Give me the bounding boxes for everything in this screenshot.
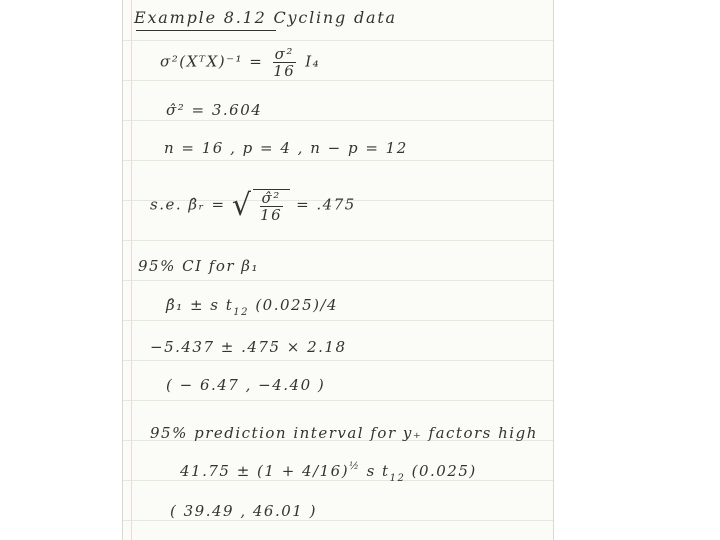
pi-formula-tail: (0.025)	[411, 462, 477, 480]
fraction-numerator: σ²	[274, 45, 294, 63]
ruled-line	[123, 320, 553, 321]
pi-formula-subscript: 12	[389, 473, 406, 484]
radical-sign: √	[231, 188, 253, 223]
ruled-line	[123, 80, 553, 81]
ruled-line	[123, 40, 553, 41]
pi-formula-exponent: ½	[349, 461, 361, 472]
title-underline	[136, 30, 276, 31]
margin-line	[131, 0, 132, 540]
fraction-denominator: 16	[260, 205, 283, 224]
covariance-lhs: σ²(XᵀX)⁻¹ =	[160, 52, 264, 71]
pi-heading: 95% prediction interval for y₊ factors high	[150, 424, 538, 442]
dimensions-line: n = 16 , p = 4 , n − p = 12	[164, 139, 408, 157]
ruled-line	[123, 160, 553, 161]
ci-formula-main: β̂₁ ± s t	[166, 296, 234, 314]
ruled-line	[123, 360, 553, 361]
sigma-squared-line: σ̂² = 3.604	[166, 101, 263, 119]
pi-result: ( 39.49 , 46.01 )	[170, 502, 317, 520]
se-fraction	[260, 190, 283, 223]
covariance-rhs: I₄	[305, 52, 321, 71]
covariance-line	[160, 46, 320, 79]
standard-error-line	[150, 188, 356, 223]
square-root	[232, 188, 290, 223]
ruled-line	[123, 400, 553, 401]
radicand	[253, 189, 290, 223]
fraction-numerator: σ̂²	[261, 188, 281, 207]
ruled-line	[123, 240, 553, 241]
ci-formula-subscript: 12	[233, 307, 250, 318]
ruled-line	[123, 280, 553, 281]
se-rhs: = .475	[296, 195, 356, 214]
covariance-fraction	[273, 46, 296, 79]
ruled-line	[123, 520, 553, 521]
ci-numbers: −5.437 ± .475 × 2.18	[150, 338, 347, 356]
pi-formula-main: 41.75 ± (1 + 4/16)	[180, 462, 350, 480]
ruled-line	[123, 120, 553, 121]
ci-formula-tail: (0.025)/4	[255, 296, 339, 314]
ci-result: ( − 6.47 , −4.40 )	[166, 376, 326, 394]
fraction-denominator: 16	[273, 62, 296, 80]
ci-formula	[166, 296, 338, 318]
page-title: Example 8.12 Cycling data	[134, 8, 397, 27]
pi-formula-t: s t	[366, 462, 390, 480]
pi-formula	[180, 461, 477, 484]
ci-heading: 95% CI for β₁	[138, 257, 259, 275]
se-lhs: s.e. β̂ᵣ =	[150, 195, 226, 214]
